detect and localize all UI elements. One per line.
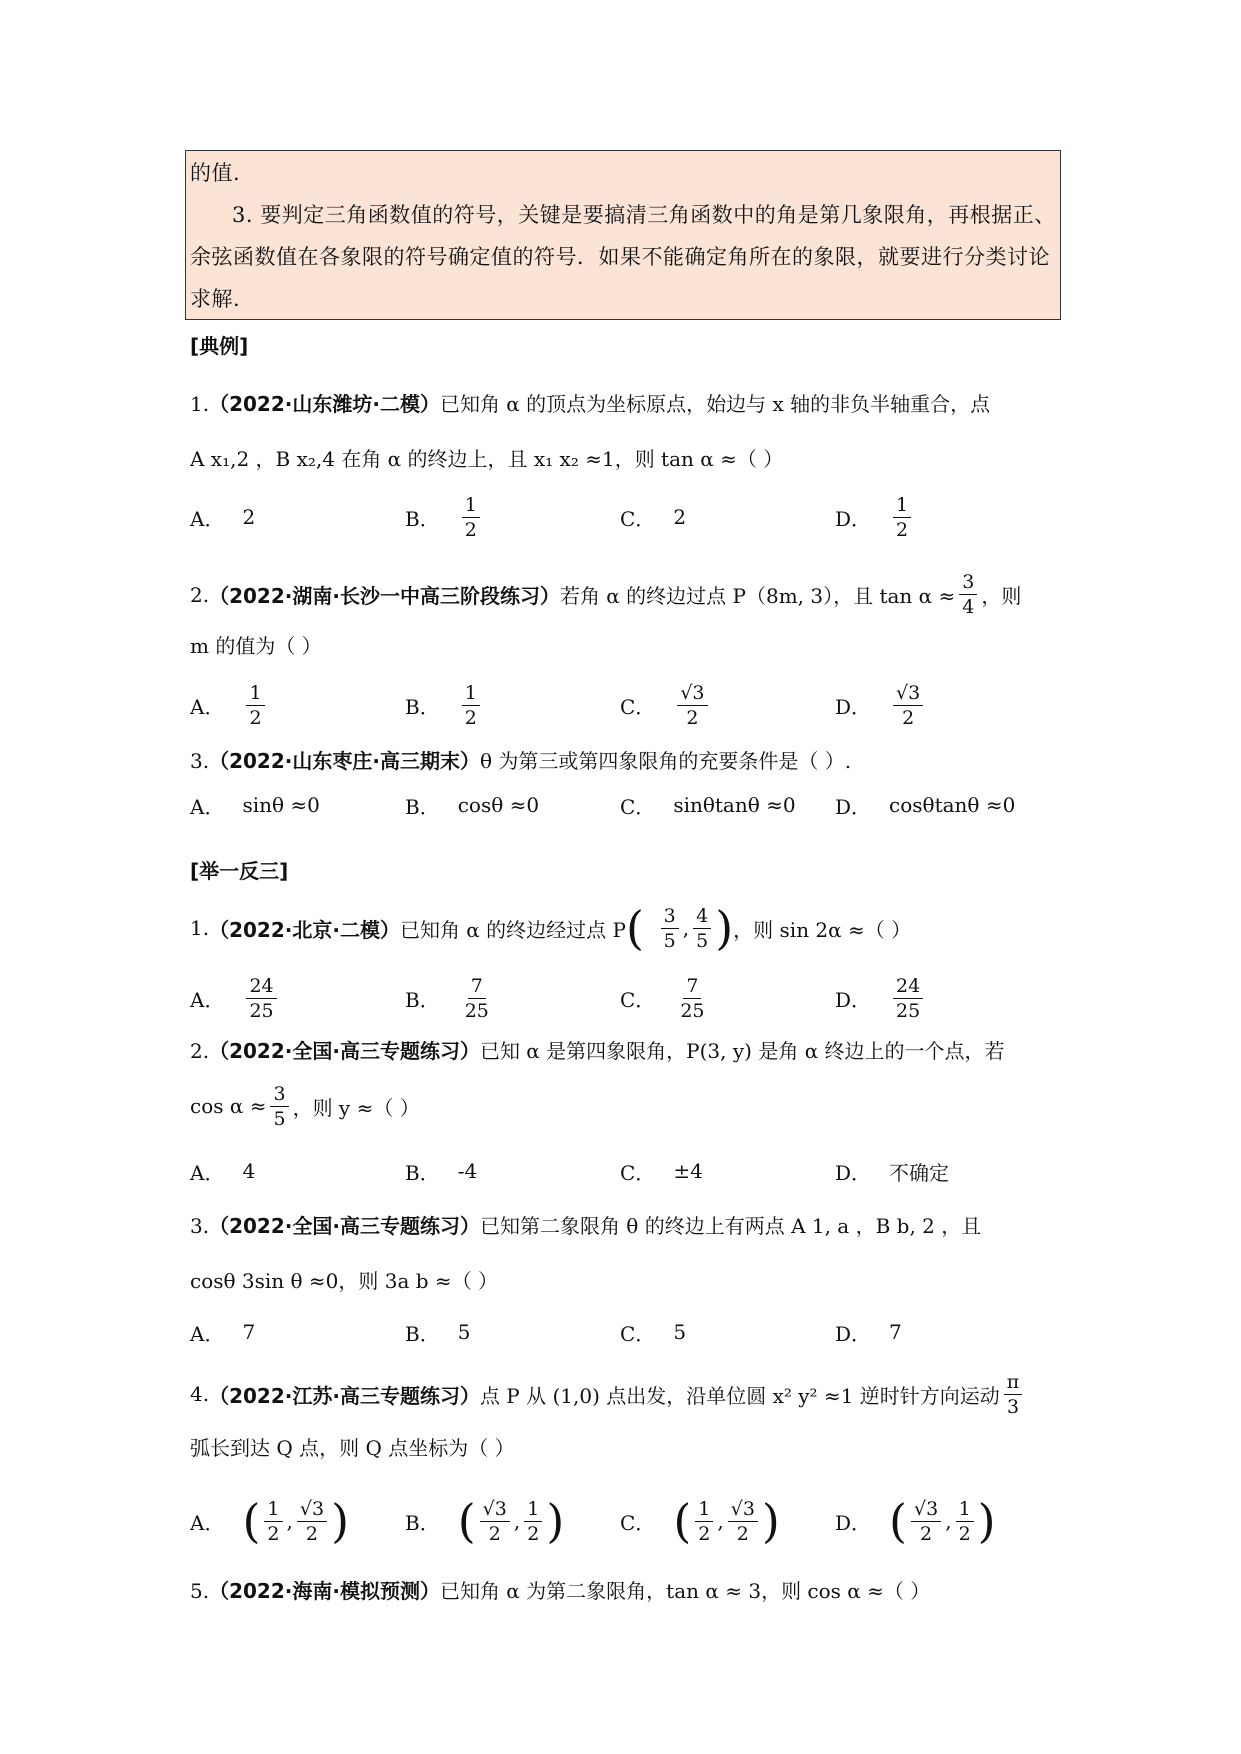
question-line: cos α ≈ $\frac{3}{5}$ ，则 y ≈（ ） [190, 1082, 420, 1130]
option-b[interactable]: B． cosθ ≈0 [405, 793, 540, 819]
question-line: 3.（2022·全国·高三专题练习）已知第二象限角 θ 的终边上有两点 A 1, a ，B b, 2 ，且 [190, 1214, 982, 1238]
tips-line: 求解. [190, 287, 241, 311]
question-number: 1. [190, 392, 210, 416]
option-c[interactable]: C． sinθtanθ ≈0 [620, 793, 796, 819]
question-source: （2022·山东枣庄·高三期末） [209, 749, 480, 773]
option-a[interactable]: A． 2 [190, 505, 256, 531]
option-b[interactable]: B． $\frac{7}{25}$ [405, 974, 489, 1022]
option-d[interactable]: D． $\frac{1}{2}$ [835, 492, 915, 542]
option-d[interactable]: D． 不确定 [835, 1160, 950, 1185]
option-a[interactable]: A． 7 [190, 1320, 256, 1346]
answer-options [190, 492, 1090, 542]
question-line [190, 745, 851, 774]
option-d[interactable]: D． 7 [835, 1320, 902, 1346]
option-d[interactable]: D． cosθtanθ ≈0 [835, 793, 1016, 819]
option-b[interactable]: B． -4 [405, 1159, 478, 1185]
option-c[interactable]: C． ( $\frac{1}{2}$ , $\frac{√3}{2}$ ) [620, 1494, 780, 1548]
question-source: （2022·江苏·高三专题练习） [209, 1383, 480, 1408]
option-c[interactable]: C． ±4 [620, 1159, 703, 1185]
section-heading-example: [典例] [190, 334, 249, 358]
question-number: 2. [190, 582, 210, 607]
tips-line: 的值. [190, 161, 241, 185]
option-d[interactable]: D． ( $\frac{√3}{2}$ , $\frac{1}{2}$ ) [835, 1494, 996, 1548]
section-heading-practice: [举一反三] [190, 859, 289, 883]
question-line: cosθ 3sin θ ≈0，则 3a b ≈（ ） [190, 1269, 499, 1293]
option-b[interactable]: B． $\frac{1}{2}$ [405, 680, 484, 730]
tips-line: 余弦函数值在各象限的符号确定值的符号．如果不能确定角所在的象限，就要进行分类讨论 [190, 245, 1050, 269]
question-source: （2022·湖南·长沙一中高三阶段练习） [209, 584, 560, 608]
question-line: 弧长到达 Q 点，则 Q 点坐标为（ ） [190, 1436, 515, 1460]
question-number: 5. [190, 1579, 210, 1603]
option-c[interactable]: C． 5 [620, 1320, 687, 1346]
question-line: 2.（2022·全国·高三专题练习）已知 α 是第四象限角，P(3, y) 是角 α 终边上的一个点，若 [190, 1039, 1005, 1063]
option-a[interactable]: A． $\frac{24}{25}$ [190, 973, 281, 1023]
question-number: 4. [190, 1382, 210, 1406]
fraction: $\frac{1}{2}$ [462, 493, 480, 542]
option-b[interactable]: B． $\frac{1}{2}$ [405, 492, 484, 542]
answer-options [190, 1490, 1090, 1552]
question-text: 若角 α 的终边过点 P（8m, 3），且 tan α ≈ [559, 584, 956, 608]
question-source: （2022·全国·高三专题练习） [209, 1039, 480, 1063]
question-line: 2. （2022·湖南·长沙一中高三阶段练习） 若角 α 的终边过点 P（8m, 3），且 tan α ≈ $\frac{3}{4}$ ，则 [190, 571, 1022, 618]
tips-line: 3. 要判定三角函数值的符号，关键是要搞清三角函数中的角是第几象限角，再根据正、 [232, 203, 1056, 227]
question-number: 1. [190, 916, 210, 940]
question-number: 2. [190, 1039, 210, 1063]
question-source: （2022·海南·模拟预测） [209, 1579, 440, 1603]
question-line: 1. （2022·北京·二模） 已知角 α 的终边经过点 P ( $\frac{3}{5}$ , $\frac{4}{5}$ ) ，则 sin 2α ≈（ ） [190, 901, 912, 955]
fraction: $\frac{1}{2}$ [893, 493, 911, 542]
option-d[interactable]: D． $\frac{24}{25}$ [835, 973, 927, 1023]
question-line: m 的值为（ ） [190, 634, 322, 658]
option-a[interactable]: A． 4 [190, 1159, 256, 1185]
answer-options [190, 1146, 1090, 1196]
answer-options [190, 973, 1090, 1023]
option-a[interactable]: A． ( $\frac{1}{2}$ , $\frac{√3}{2}$ ) [190, 1494, 350, 1548]
question-line: 5.（2022·海南·模拟预测）已知角 α 为第二象限角，tan α ≈ 3，则 cos α ≈（ ） [190, 1579, 931, 1603]
question-number: 3. [190, 749, 210, 773]
question-text: θ 为第三或第四象限角的充要条件是（ ）. [479, 749, 852, 773]
answer-options [190, 680, 1090, 730]
answer-options [190, 1307, 1090, 1357]
option-b[interactable]: B． 5 [405, 1320, 471, 1346]
question-source: （2022·北京·二模） [209, 917, 400, 942]
option-a[interactable]: A． $\frac{1}{2}$ [190, 680, 269, 730]
question-line: 4. （2022·江苏·高三专题练习） 点 P 从 (1,0) 点出发，沿单位圆 x² y² ≈1 逆时针方向运动 $\frac{\pi}{3}$ [190, 1366, 1026, 1422]
question-text: 已知角 α 的顶点为坐标原点，始边与 x 轴的非负半轴重合，点 [439, 392, 991, 416]
tips-box [185, 150, 1061, 320]
answer-options [190, 780, 1090, 830]
option-c[interactable]: C． 2 [620, 505, 687, 531]
option-d[interactable]: D． $\frac{√3}{2}$ [835, 680, 927, 730]
option-c[interactable]: C． $\frac{7}{25}$ [620, 974, 705, 1022]
fraction: $\frac{3}{4}$ [959, 570, 977, 619]
question-source: （2022·山东潍坊·二模） [209, 392, 440, 416]
option-a[interactable]: A． sinθ ≈0 [190, 793, 320, 819]
option-b[interactable]: B． ( $\frac{√3}{2}$ , $\frac{1}{2}$ ) [405, 1494, 565, 1548]
question-source: （2022·全国·高三专题练习） [209, 1214, 480, 1238]
question-number: 3. [190, 1214, 210, 1238]
question-line [190, 388, 990, 417]
question-line: A x₁,2 ，B x₂,4 在角 α 的终边上，且 x₁ x₂ ≈1，则 tan α ≈（ ） [190, 447, 784, 471]
option-c[interactable]: C． $\frac{√3}{2}$ [620, 680, 712, 730]
